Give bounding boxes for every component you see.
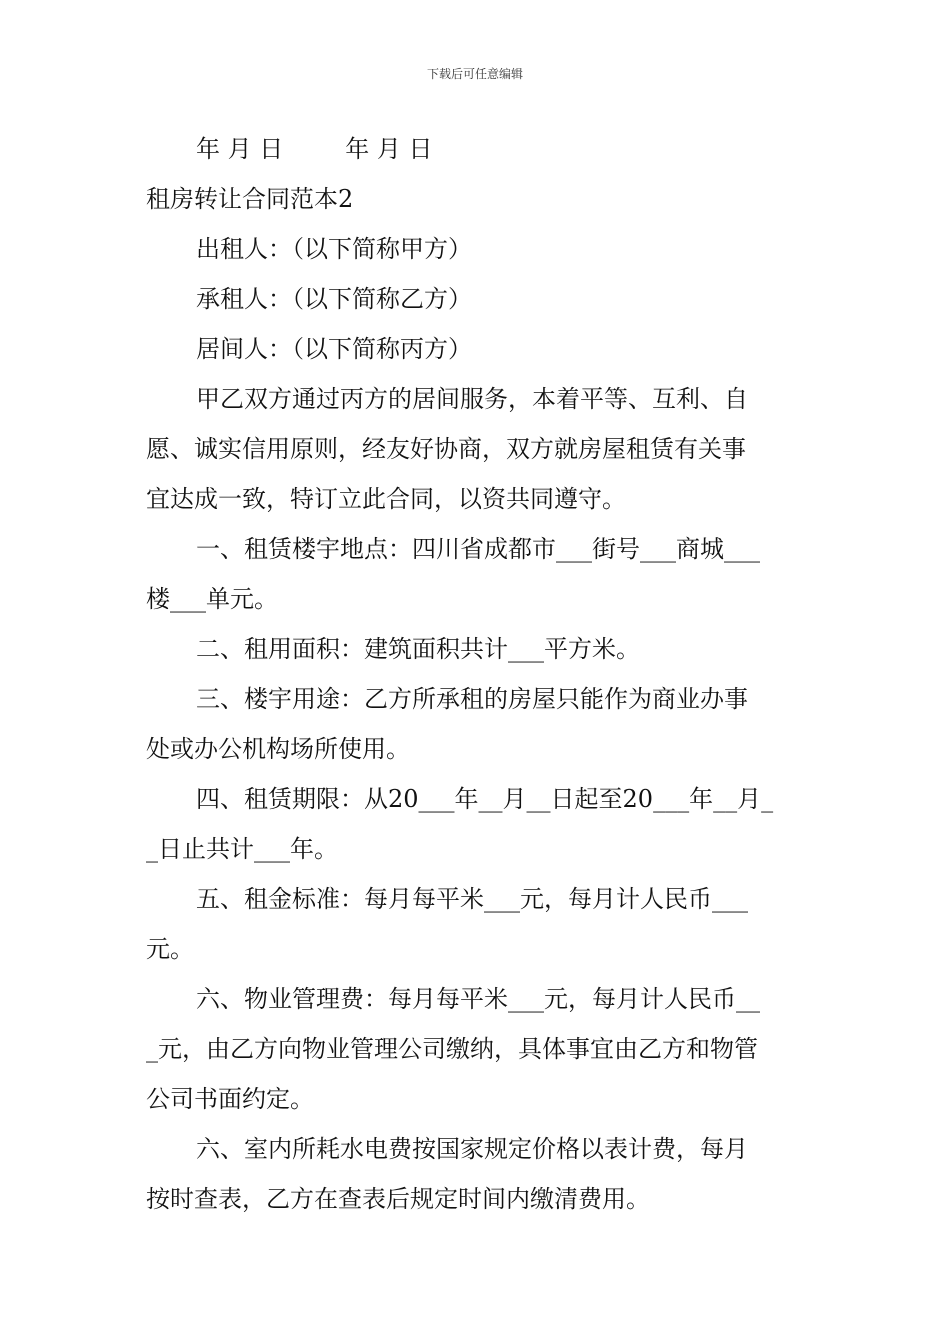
document-title: 租房转让合同范本2 xyxy=(146,185,354,213)
clause-rent-line-2: 元。 xyxy=(146,935,194,963)
clause-property-fee-line-2: _元，由乙方向物业管理公司缴纳，具体事宜由乙方和物管 xyxy=(146,1035,758,1063)
clause-usage-line-1: 三、楼宇用途：乙方所承租的房屋只能作为商业办事 xyxy=(196,685,748,713)
clause-location-line-1: 一、租赁楼宇地点：四川省成都市___街号___商城___ xyxy=(196,535,760,563)
date-field-second: 年 月 日 xyxy=(345,135,433,163)
paragraph-intro-line-3: 宜达成一致，特订立此合同，以资共同遵守。 xyxy=(146,485,626,513)
party-lessor: 出租人：（以下简称甲方） xyxy=(196,235,472,263)
clause-rent-line-1: 五、租金标准：每月每平米___元，每月计人民币___ xyxy=(196,885,748,913)
clause-area-line-1: 二、租用面积：建筑面积共计___平方米。 xyxy=(196,635,640,663)
clause-location-line-2: 楼___单元。 xyxy=(146,585,278,613)
clause-usage-line-2: 处或办公机构场所使用。 xyxy=(146,735,410,763)
date-field-first: 年 月 日 xyxy=(196,135,284,163)
paragraph-intro-line-1: 甲乙双方通过丙方的居间服务，本着平等、互利、自 xyxy=(196,385,748,413)
clause-term-line-1: 四、租赁期限：从20___年__月__日起至20___年__月_ xyxy=(196,785,774,813)
clause-utilities-line-1: 六、室内所耗水电费按国家规定价格以表计费，每月 xyxy=(196,1135,748,1163)
clause-property-fee-line-1: 六、物业管理费：每月每平米___元，每月计人民币__ xyxy=(196,985,760,1013)
paragraph-intro-line-2: 愿、诚实信用原则，经友好协商，双方就房屋租赁有关事 xyxy=(146,435,746,463)
party-intermediary: 居间人：（以下简称丙方） xyxy=(196,335,472,363)
header-note: 下载后可任意编辑 xyxy=(426,67,523,81)
party-lessee: 承租人：（以下简称乙方） xyxy=(196,285,472,313)
clause-term-line-2: _日止共计___年。 xyxy=(146,835,338,863)
clause-property-fee-line-3: 公司书面约定。 xyxy=(146,1085,314,1113)
clause-utilities-line-2: 按时查表，乙方在查表后规定时间内缴清费用。 xyxy=(146,1185,650,1213)
date-row xyxy=(196,133,860,165)
